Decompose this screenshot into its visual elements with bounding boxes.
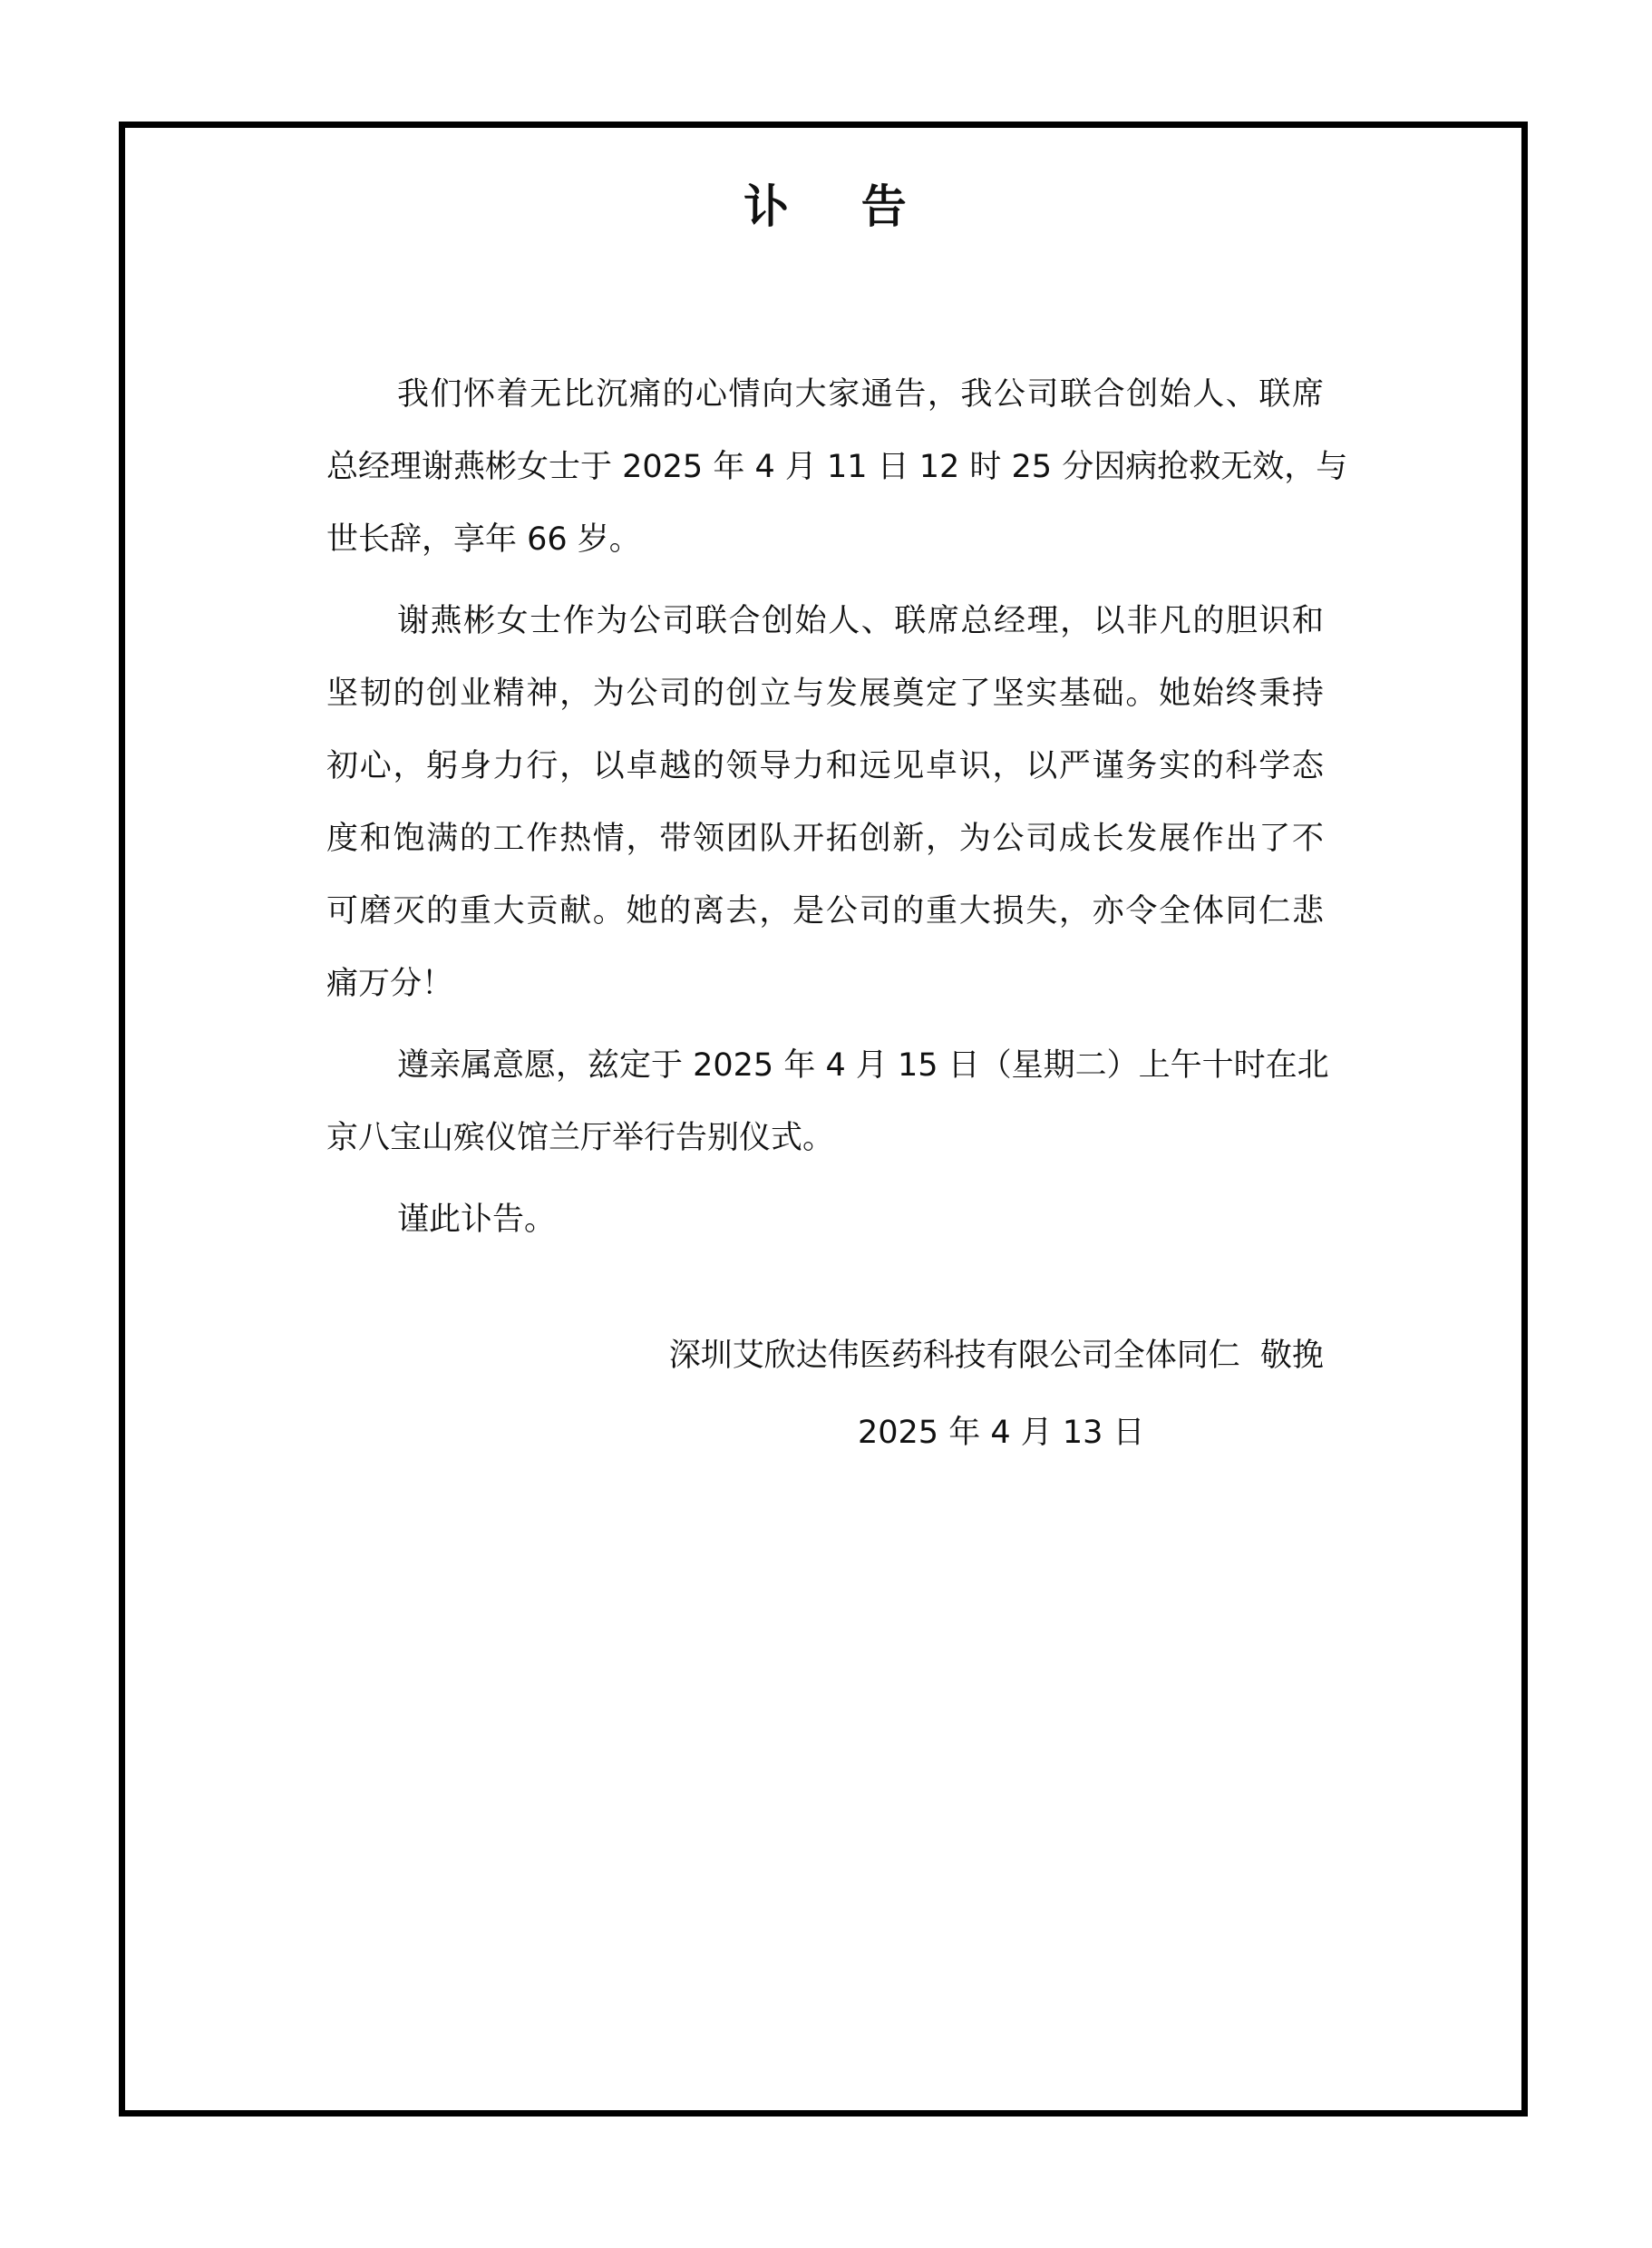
paragraph2-line2: 坚韧的创业精神，为公司的创立与发展奠定了坚实基础。她始终秉持 [326,676,1324,712]
paragraph2-line1: 谢燕彬女士作为公司联合创始人、联席总经理，以非凡的胆识和 [397,603,1324,639]
paragraph3-line1: 遵亲属意愿，兹定于 2025 年 4 月 15 日（星期二）上午十时在北 [397,1047,1329,1084]
notice-date: 2025 年 4 月 13 日 [858,1415,1145,1451]
notice-title: 讣 告 [743,180,909,233]
paragraph3-line2: 京八宝山殡仪馆兰厅举行告别仪式。 [326,1120,835,1156]
signature-line: 深圳艾欣达伟医药科技有限公司全体同仁 敬挽 [668,1338,1324,1374]
document-border [119,122,1528,2117]
paragraph2-line5: 可磨灭的重大贡献。她的离去，是公司的重大损失，亦令全体同仁悲 [326,893,1324,929]
closing-line: 谨此讣告。 [397,1202,557,1238]
paragraph2-line3: 初心，躬身力行，以卓越的领导力和远见卓识，以严谨务实的科学态 [326,748,1324,784]
paragraph2-line6: 痛万分！ [326,966,454,1002]
paragraph2-line4: 度和饱满的工作热情，带领团队开拓创新，为公司成长发展作出了不 [326,821,1324,857]
paragraph1-line3: 世长辞，享年 66 岁。 [326,521,641,558]
paragraph1-line1: 我们怀着无比沉痛的心情向大家通告，我公司联合创始人、联席 [397,376,1324,413]
paragraph1-line2: 总经理谢燕彬女士于 2025 年 4 月 11 日 12 时 25 分因病抢救无效，与 [326,449,1348,485]
